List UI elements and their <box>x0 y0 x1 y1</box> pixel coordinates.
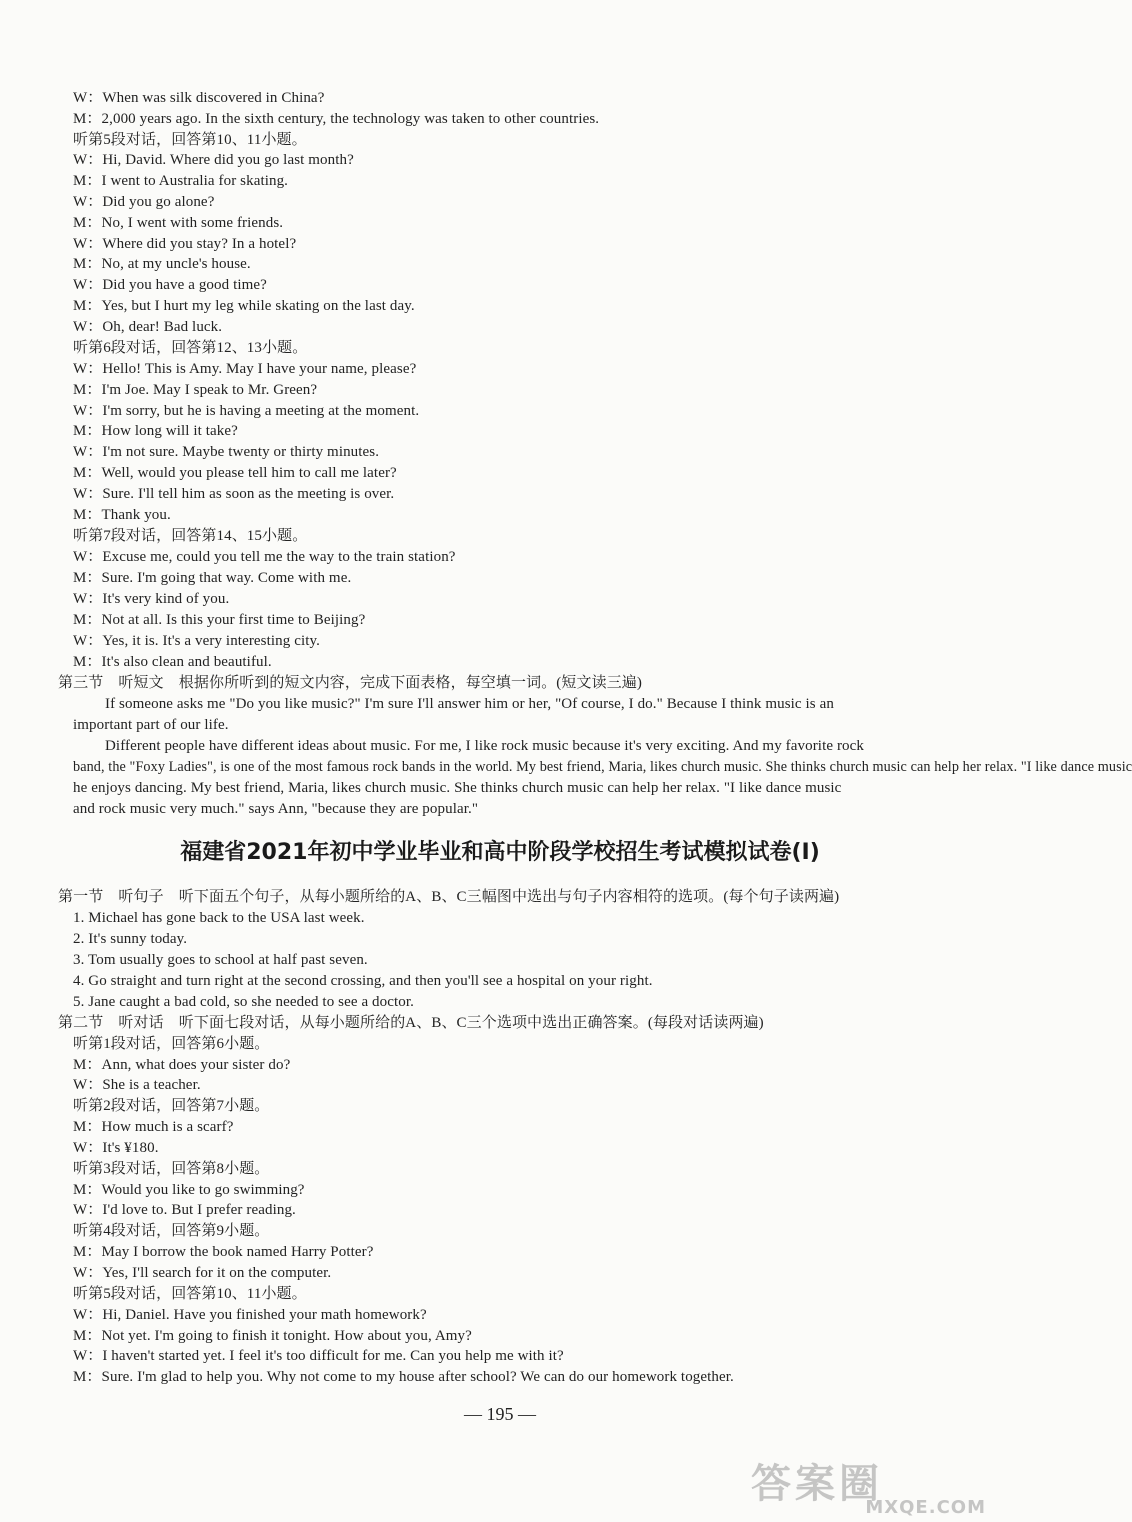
transcript-line: W：Hello! This is Amy. May I have your name, please? <box>73 361 417 377</box>
transcript-line: M：2,000 years ago. In the sixth century, the technology was taken to other countries. <box>73 111 600 127</box>
transcript-line: M：Sure. I'm glad to help you. Why not come to my house after school? We can do our homework together. <box>73 1369 734 1385</box>
transcript-line: W：Yes, I'll search for it on the computer. <box>73 1265 332 1281</box>
passage-line: Different people have different ideas about music. For me, I like rock music because it's very exciting. And my favorite rock <box>105 738 864 754</box>
page-number: — 195 — <box>464 1404 536 1424</box>
transcript-line: W：Sure. I'll tell him as soon as the meeting is over. <box>73 486 395 502</box>
transcript-line: M：How long will it take? <box>73 423 238 439</box>
transcript-line: M：Well, would you please tell him to call me later? <box>73 465 397 481</box>
passage-line: important part of our life. <box>73 717 229 733</box>
transcript-line: W：It's very kind of you. <box>73 591 230 607</box>
exam-title: 福建省2021年初中学业毕业和高中阶段学校招生考试模拟试卷(Ⅰ) <box>180 840 820 865</box>
transcript-line: M：How much is a scarf? <box>73 1119 234 1135</box>
transcript-line: 听第5段对话，回答第10、11小题。 <box>73 1286 307 1302</box>
transcript-line: W：When was silk discovered in China? <box>73 90 325 106</box>
transcript-line: 听第6段对话，回答第12、13小题。 <box>73 340 308 356</box>
transcript-line: W：I'm sorry, but he is having a meeting at the moment. <box>73 403 420 419</box>
transcript-line: W：I'm not sure. Maybe twenty or thirty minutes. <box>73 444 380 460</box>
transcript-line: W：I haven't started yet. I feel it's too difficult for me. Can you help me with it? <box>73 1348 564 1364</box>
sentence-item: 3. Tom usually goes to school at half past seven. <box>73 952 368 968</box>
transcript-line: M：I went to Australia for skating. <box>73 173 289 189</box>
watermark-text: 答案圈 <box>751 1461 883 1507</box>
transcript-line: W：Hi, David. Where did you go last month? <box>73 152 354 168</box>
section-heading: 第二节 听对话 听下面七段对话，从每小题所给的A、B、C三个选项中选出正确答案。(每段对话读两遍) <box>58 1015 764 1031</box>
transcript-line: 听第1段对话，回答第6小题。 <box>73 1036 270 1052</box>
sentence-item: 2. It's sunny today. <box>73 931 188 947</box>
transcript-line: M：Thank you. <box>73 507 171 523</box>
transcript-line: 听第7段对话，回答第14、15小题。 <box>73 528 308 544</box>
passage-line: and rock music very much." says Ann, "because they are popular." <box>73 801 479 817</box>
transcript-line: W：Yes, it is. It's a very interesting city. <box>73 633 320 649</box>
sentence-item: 1. Michael has gone back to the USA last week. <box>73 910 365 926</box>
transcript-line: W：Excuse me, could you tell me the way to the train station? <box>73 549 456 565</box>
transcript-line: M：Would you like to go swimming? <box>73 1182 305 1198</box>
transcript-line: M：I'm Joe. May I speak to Mr. Green? <box>73 382 318 398</box>
transcript-line: W：It's ¥180. <box>73 1140 159 1156</box>
transcript-line: W：I'd love to. But I prefer reading. <box>73 1202 296 1218</box>
transcript-line: W：Did you have a good time? <box>73 277 267 293</box>
transcript-line: 听第2段对话，回答第7小题。 <box>73 1098 270 1114</box>
transcript-line: W：Hi, Daniel. Have you finished your math homework? <box>73 1307 427 1323</box>
sentence-item: 5. Jane caught a bad cold, so she needed to see a doctor. <box>73 994 415 1010</box>
transcript-line: M：No, I went with some friends. <box>73 215 284 231</box>
transcript-line: W：Where did you stay? In a hotel? <box>73 236 297 252</box>
transcript-line: M：Not at all. Is this your first time to Beijing? <box>73 612 366 628</box>
transcript-line: W：She is a teacher. <box>73 1077 201 1093</box>
transcript-line: M：May I borrow the book named Harry Potter? <box>73 1244 374 1260</box>
watermark-logo <box>751 1452 986 1518</box>
transcript-line: W：Oh, dear! Bad luck. <box>73 319 223 335</box>
transcript-line: M：Not yet. I'm going to finish it tonight. How about you, Amy? <box>73 1328 472 1344</box>
passage-line: he enjoys dancing. My best friend, Maria, likes church music. She thinks church music can help her relax. "I like dance music <box>73 780 842 796</box>
section-heading: 第三节 听短文 根据你所听到的短文内容，完成下面表格，每空填一词。(短文读三遍) <box>58 675 642 691</box>
transcript-line: M：Sure. I'm going that way. Come with me. <box>73 570 352 586</box>
sentence-item: 4. Go straight and turn right at the second crossing, and then you'll see a hospital on your right. <box>73 973 653 989</box>
transcript-line: M：Ann, what does your sister do? <box>73 1057 291 1073</box>
transcript-line: M：No, at my uncle's house. <box>73 256 251 272</box>
watermark-url: MXQE.COM <box>865 1497 986 1518</box>
transcript-line: M：It's also clean and beautiful. <box>73 654 272 670</box>
transcript-line: M：Yes, but I hurt my leg while skating on the last day. <box>73 298 415 314</box>
section-heading: 第一节 听句子 听下面五个句子，从每小题所给的A、B、C三幅图中选出与句子内容相符的选项。(每个句子读两遍) <box>58 889 840 905</box>
passage-line: band, the "Foxy Ladies", is one of the most famous rock bands in the world. My best friend, Maria, likes church music. She thinks church music can help her relax. "I like dance music <box>73 759 1132 775</box>
transcript-line: 听第5段对话，回答第10、11小题。 <box>73 132 307 148</box>
transcript-line: 听第3段对话，回答第8小题。 <box>73 1161 270 1177</box>
transcript-line: 听第4段对话，回答第9小题。 <box>73 1223 270 1239</box>
passage-line: If someone asks me "Do you like music?" I'm sure I'll answer him or her, "Of course, I do." Because I think music is an <box>105 696 834 712</box>
transcript-line: W：Did you go alone? <box>73 194 215 210</box>
